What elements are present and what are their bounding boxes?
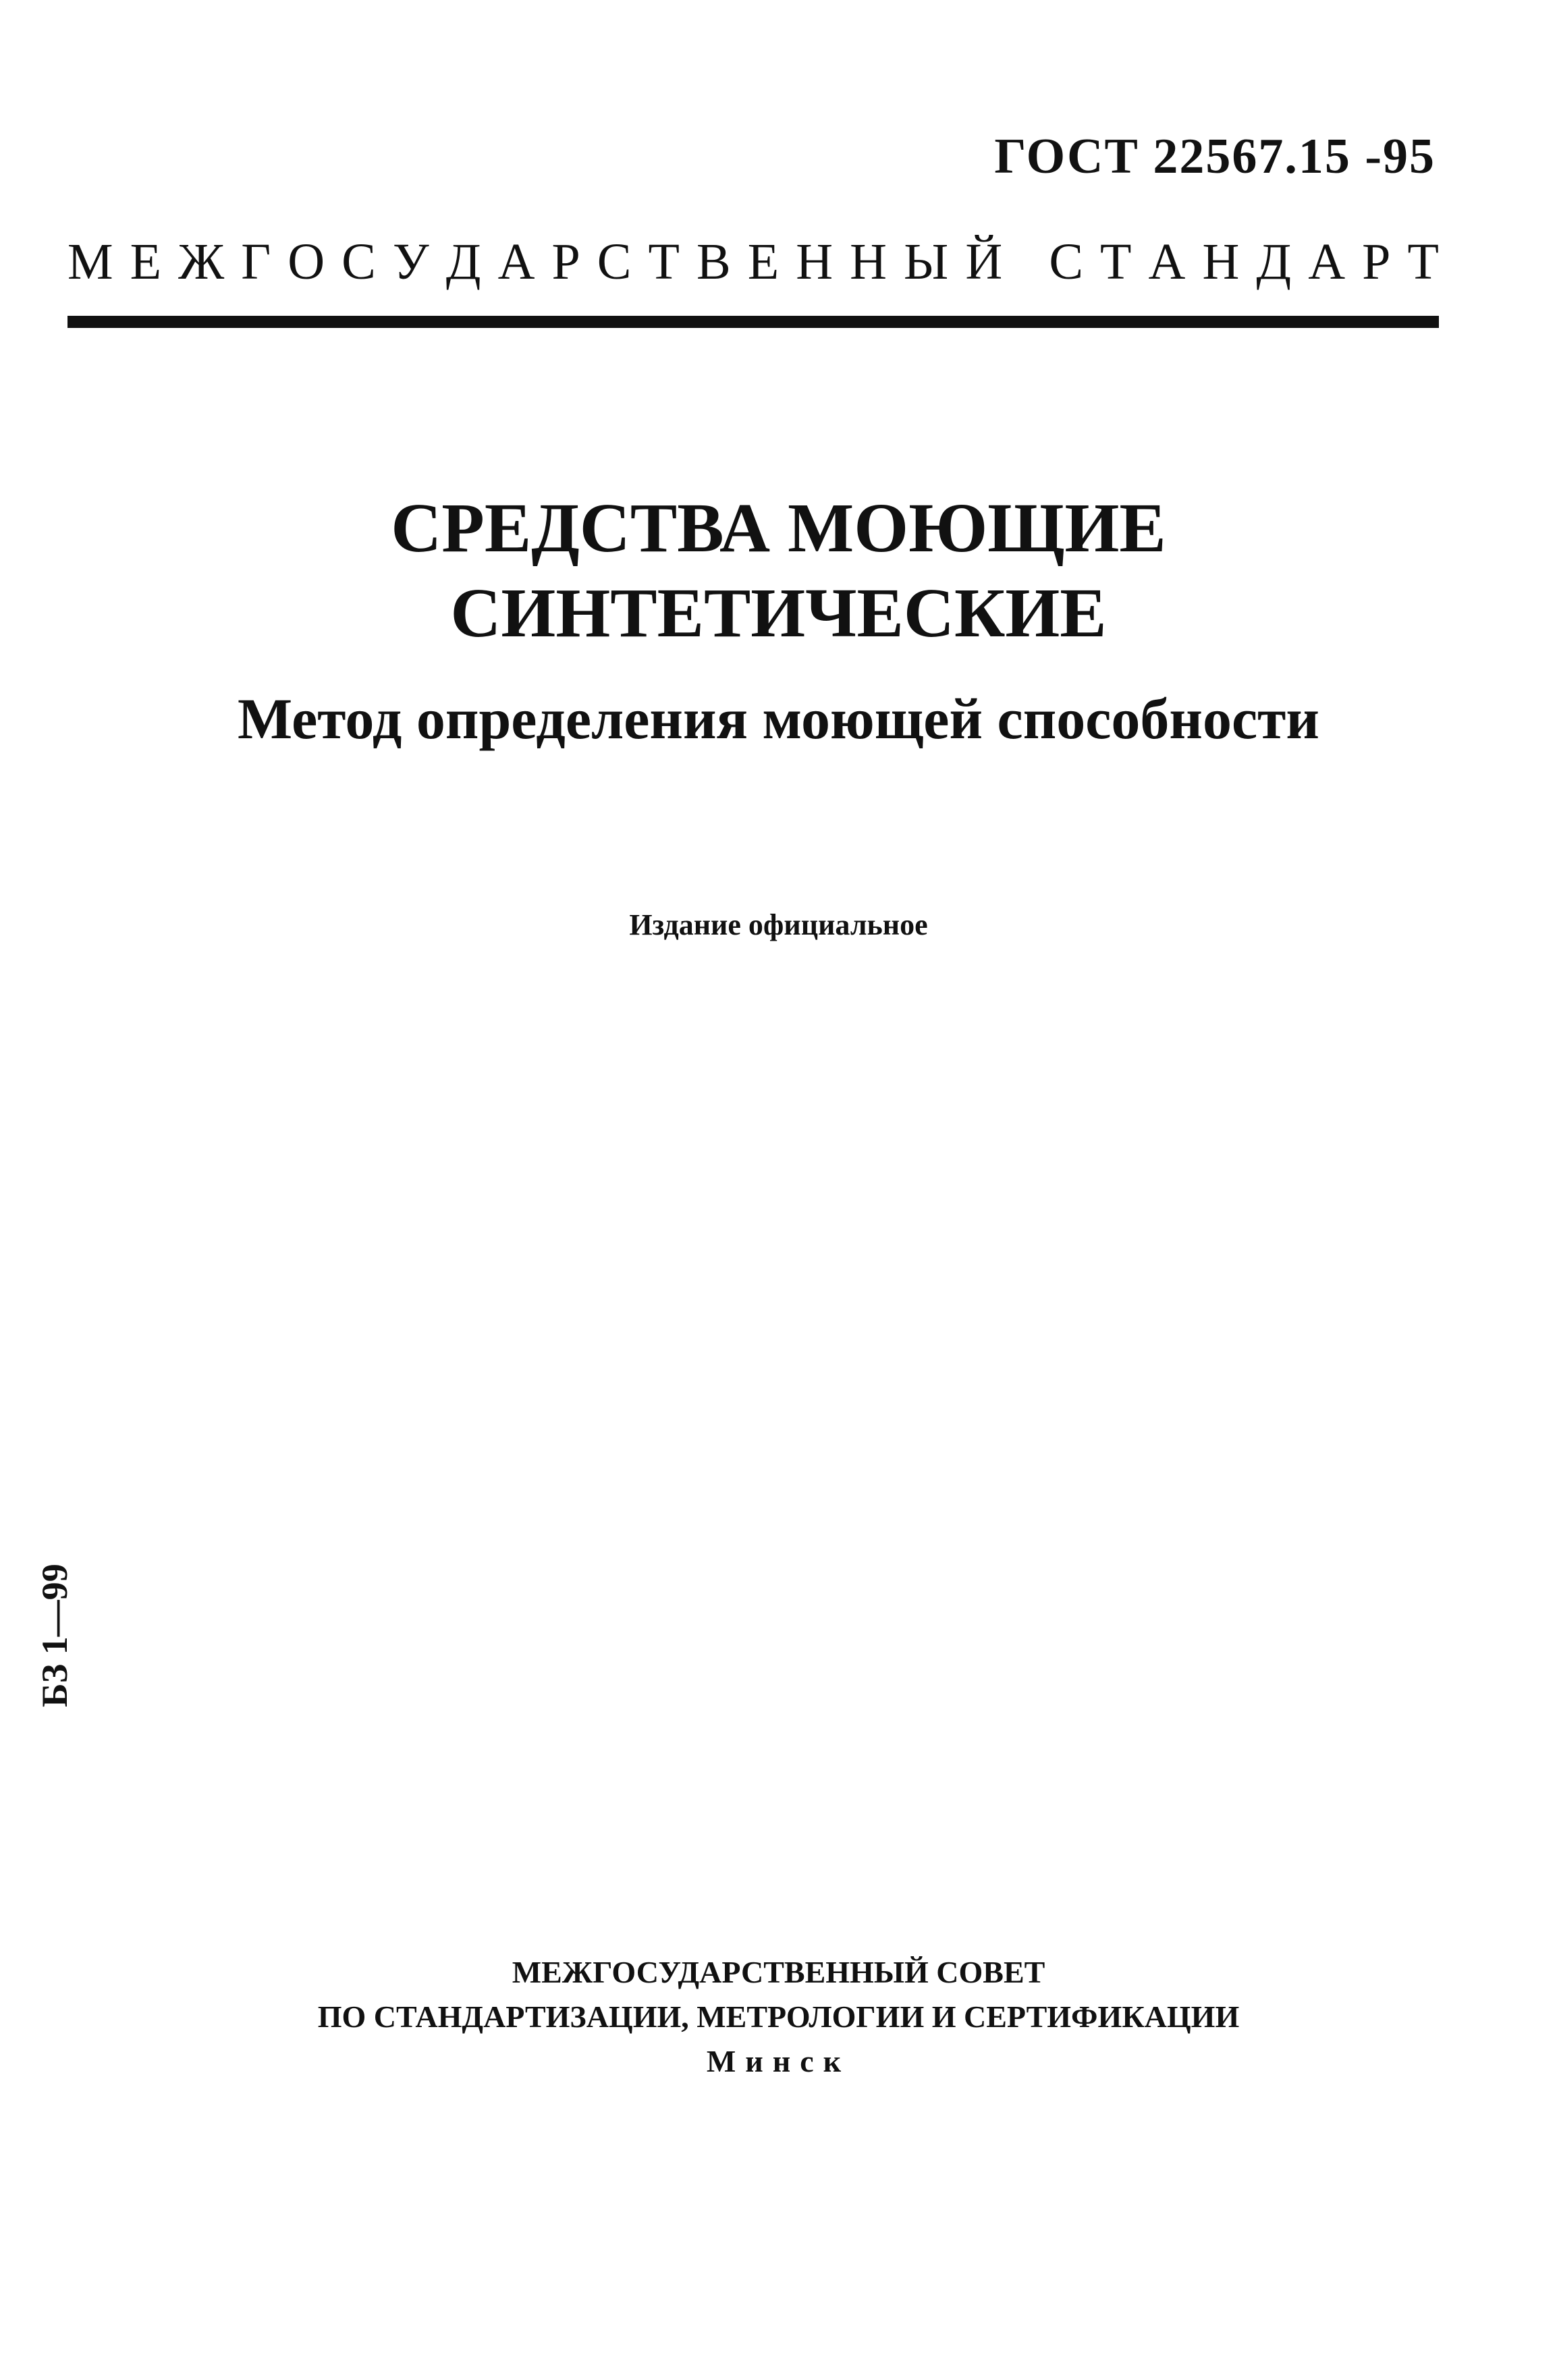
publisher-line-1: МЕЖГОСУДАРСТВЕННЫЙ СОВЕТ bbox=[512, 1955, 1045, 1989]
header-rule bbox=[67, 316, 1439, 328]
standard-type-letter: А bbox=[497, 233, 535, 290]
standard-type-letter: А bbox=[1148, 233, 1186, 290]
standard-type-letter: Р bbox=[551, 233, 580, 290]
publisher-line-2: ПО СТАНДАРТИЗАЦИИ, МЕТРОЛОГИИ И СЕРТИФИКАЦИИ bbox=[317, 1999, 1240, 2034]
standard-type-letter: Е bbox=[747, 233, 780, 290]
standard-type-letter: В bbox=[696, 233, 731, 290]
standard-type-letter: С bbox=[342, 233, 376, 290]
publisher-block bbox=[0, 1950, 1557, 2084]
standard-type-letter: М bbox=[67, 233, 113, 290]
standard-type-letter: Ж bbox=[178, 233, 225, 290]
title-line-2: СИНТЕТИЧЕСКИЕ bbox=[450, 574, 1107, 652]
document-title bbox=[0, 486, 1557, 656]
standard-type-letter: А bbox=[1308, 233, 1346, 290]
standard-type-letter: Т bbox=[1407, 233, 1439, 290]
standard-type-letter: Н bbox=[796, 233, 834, 290]
standard-type-letter: Ы bbox=[904, 233, 949, 290]
standard-type-letter: Г bbox=[241, 233, 271, 290]
standard-type-letter: Р bbox=[1362, 233, 1391, 290]
standard-type-letter: Т bbox=[648, 233, 680, 290]
word-gap bbox=[1019, 233, 1032, 292]
document-subtitle: Метод определения моющей способности bbox=[238, 686, 1319, 751]
standard-type-letter: С bbox=[1049, 233, 1084, 290]
standard-type-letter: О bbox=[288, 233, 325, 290]
standard-type-letter: У bbox=[392, 233, 429, 290]
standard-type-letter: Н bbox=[1202, 233, 1240, 290]
publisher-city: Минск bbox=[706, 2044, 851, 2078]
standard-type-letter: Д bbox=[445, 233, 481, 290]
standard-type-letter: С bbox=[597, 233, 632, 290]
standard-type-letter: Т bbox=[1100, 233, 1132, 290]
standard-type-letter: Е bbox=[130, 233, 162, 290]
title-line-1: СРЕДСТВА МОЮЩИЕ bbox=[391, 489, 1166, 567]
standard-type-letter: Д bbox=[1256, 233, 1292, 290]
standard-type-letter: Н bbox=[850, 233, 887, 290]
edition-label: Издание официальное bbox=[629, 908, 928, 941]
document-code: ГОСТ 22567.15 -95 bbox=[994, 129, 1436, 184]
standard-type-heading bbox=[67, 233, 1439, 292]
standard-type-letter: Й bbox=[965, 233, 1003, 290]
side-mark: БЗ 1—99 bbox=[34, 1563, 75, 1707]
